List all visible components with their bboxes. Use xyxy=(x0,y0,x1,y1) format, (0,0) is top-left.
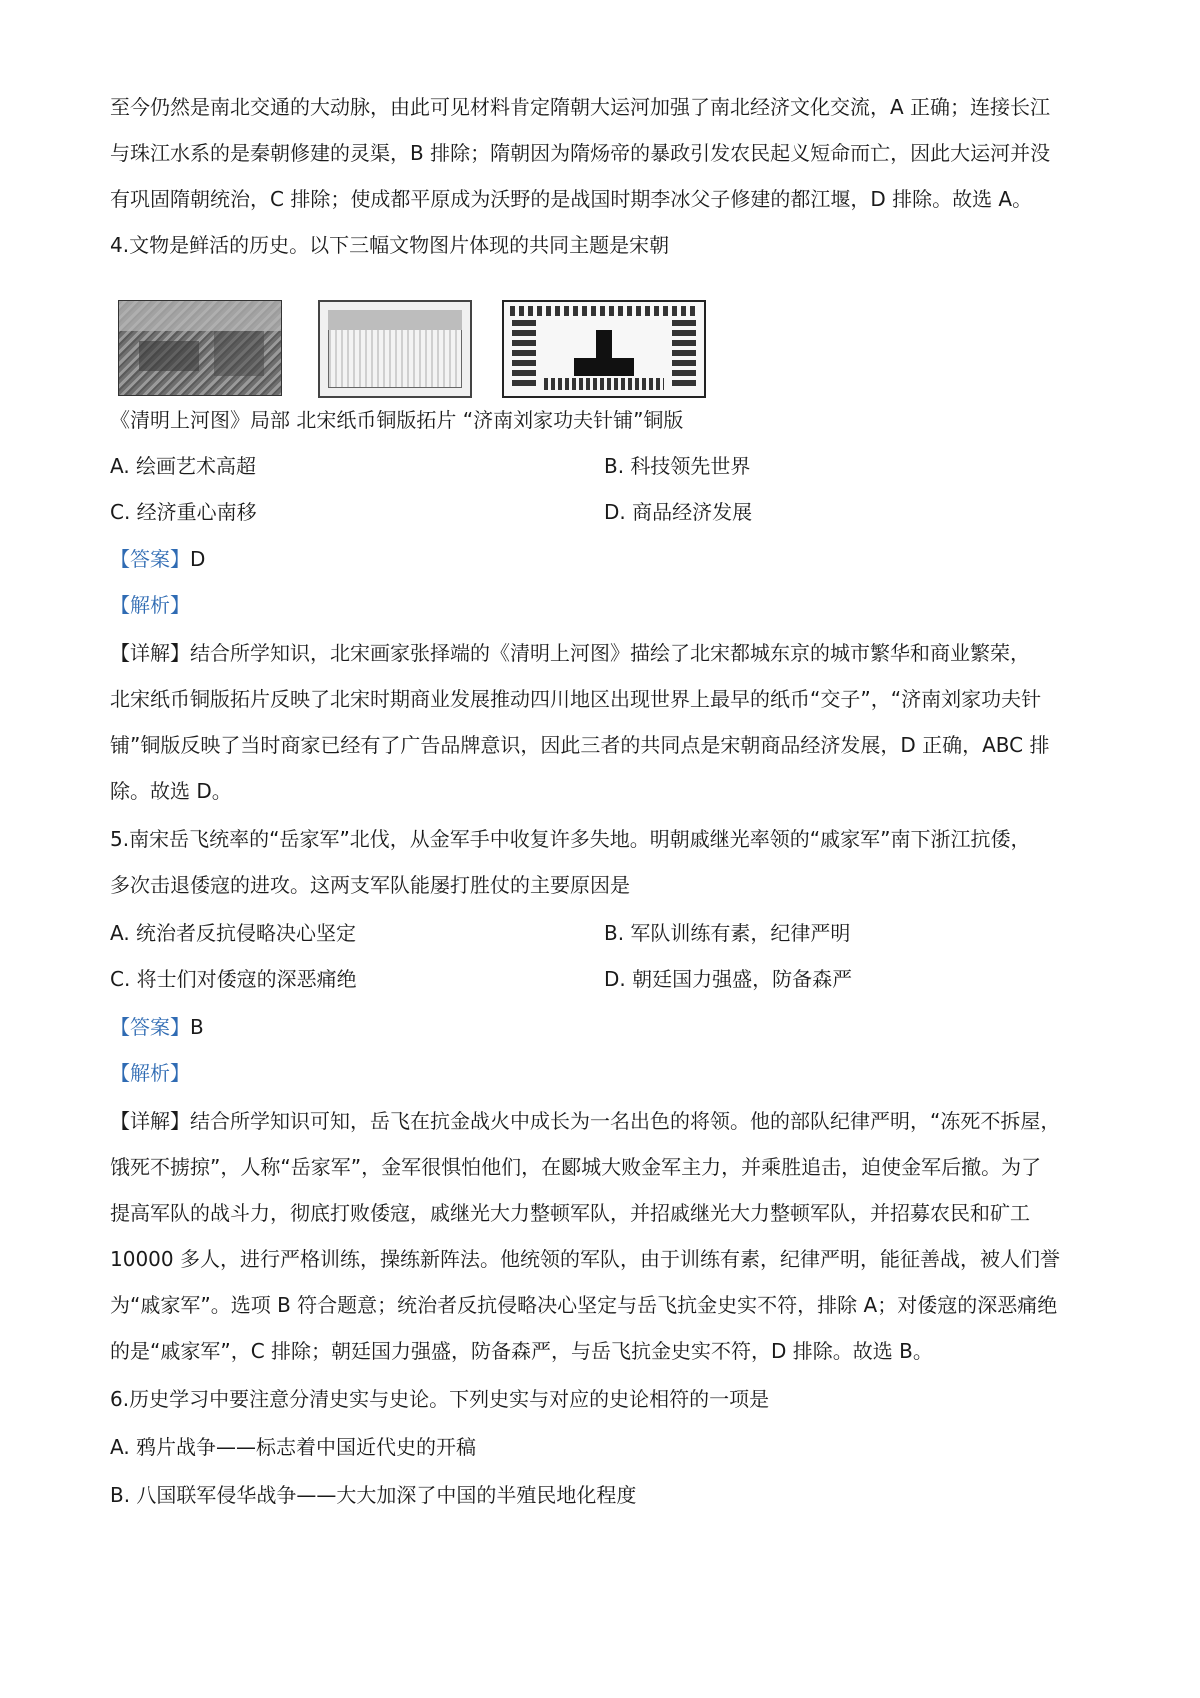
paper-money-rubbing-image xyxy=(318,300,472,398)
analysis-label: 【解析】 xyxy=(110,593,190,617)
option-c: C. 将士们对倭寇的深恶痛绝 xyxy=(110,967,357,991)
option-a: A. 绘画艺术高超 xyxy=(110,454,257,478)
answer-tag: 【答案】 xyxy=(110,547,190,571)
detail-line: 为“戚家军”。选项 B 符合题意；统治者反抗侵略决心坚定与岳飞抗金史实不符，排除 A；对倭寇的深恶痛绝 xyxy=(110,1293,1058,1317)
analysis-tag xyxy=(110,590,190,620)
analysis-tag xyxy=(110,1058,190,1088)
image-caption: 《清明上河图》局部 北宋纸币铜版拓片 “济南刘家功夫针铺”铜版 xyxy=(110,408,684,432)
question-5-stem: 5.南宋岳飞统率的“岳家军”北伐，从金军手中收复许多失地。明朝戚继光率领的“戚家军”南下浙江抗倭， xyxy=(110,827,1031,851)
analysis-label: 【解析】 xyxy=(110,1061,190,1085)
detail-line: 提高军队的战斗力，彻底打败倭寇，戚继光大力整顿军队，并招戚继光大力整顿军队，并招募农民和矿工 xyxy=(110,1201,1030,1225)
detail-line: 【详解】结合所学知识，北宋画家张择端的《清明上河图》描绘了北宋都城东京的城市繁华和商业繁荣， xyxy=(110,641,1030,665)
answer-line xyxy=(110,1012,204,1042)
qingming-painting-image xyxy=(118,300,282,396)
answer-value: B xyxy=(190,1015,204,1039)
detail-line: 饿死不掳掠”，人称“岳家军”，金军很惧怕他们，在郾城大败金军主力，并乘胜追击，迫使金军后撤。为了 xyxy=(110,1155,1042,1179)
option-c: C. 经济重心南移 xyxy=(110,500,257,524)
question-5-stem: 多次击退倭寇的进攻。这两支军队能屡打胜仗的主要原因是 xyxy=(110,873,630,897)
answer-line xyxy=(110,544,205,574)
option-b: B. 科技领先世界 xyxy=(604,454,751,478)
detail-line: 铺”铜版反映了当时商家已经有了广告品牌意识，因此三者的共同点是宋朝商品经济发展，D 正确，ABC 排 xyxy=(110,733,1050,757)
option-a: A. 统治者反抗侵略决心坚定 xyxy=(110,921,357,945)
question-4-stem: 4.文物是鲜活的历史。以下三幅文物图片体现的共同主题是宋朝 xyxy=(110,233,670,257)
text-line: 至今仍然是南北交通的大动脉，由此可见材料肯定隋朝大运河加强了南北经济文化交流，A 正确；连接长江 xyxy=(110,95,1051,119)
detail-line: 北宋纸币铜版拓片反映了北宋时期商业发展推动四川地区出现世界上最早的纸币“交子”，“济南刘家功夫针 xyxy=(110,687,1042,711)
detail-line: 除。故选 D。 xyxy=(110,779,232,803)
option-b: B. 八国联军侵华战争——大大加深了中国的半殖民地化程度 xyxy=(110,1483,637,1507)
answer-value: D xyxy=(190,547,206,571)
option-d: D. 朝廷国力强盛，防备森严 xyxy=(604,967,853,991)
option-a: A. 鸦片战争——标志着中国近代史的开稿 xyxy=(110,1435,477,1459)
needle-shop-plate-image xyxy=(502,300,706,398)
answer-tag: 【答案】 xyxy=(110,1015,190,1039)
option-d: D. 商品经济发展 xyxy=(604,500,753,524)
detail-line: 的是“戚家军”，C 排除；朝廷国力强盛，防备森严，与岳飞抗金史实不符，D 排除。故选 B。 xyxy=(110,1339,933,1363)
detail-line: 10000 多人，进行严格训练，操练新阵法。他统领的军队，由于训练有素，纪律严明，能征善战，被人们誉 xyxy=(110,1247,1060,1271)
detail-line: 【详解】结合所学知识可知，岳飞在抗金战火中成长为一名出色的将领。他的部队纪律严明，“冻死不拆屋， xyxy=(110,1109,1061,1133)
option-b: B. 军队训练有素，纪律严明 xyxy=(604,921,851,945)
text-line: 有巩固隋朝统治，C 排除；使成都平原成为沃野的是战国时期李冰父子修建的都江堰，D 排除。故选 A。 xyxy=(110,187,1033,211)
question-6-stem: 6.历史学习中要注意分清史实与史论。下列史实与对应的史论相符的一项是 xyxy=(110,1387,770,1411)
artifact-images xyxy=(112,292,710,400)
text-line: 与珠江水系的是秦朝修建的灵渠，B 排除；隋朝因为隋炀帝的暴政引发农民起义短命而亡，因此大运河并没 xyxy=(110,141,1051,165)
